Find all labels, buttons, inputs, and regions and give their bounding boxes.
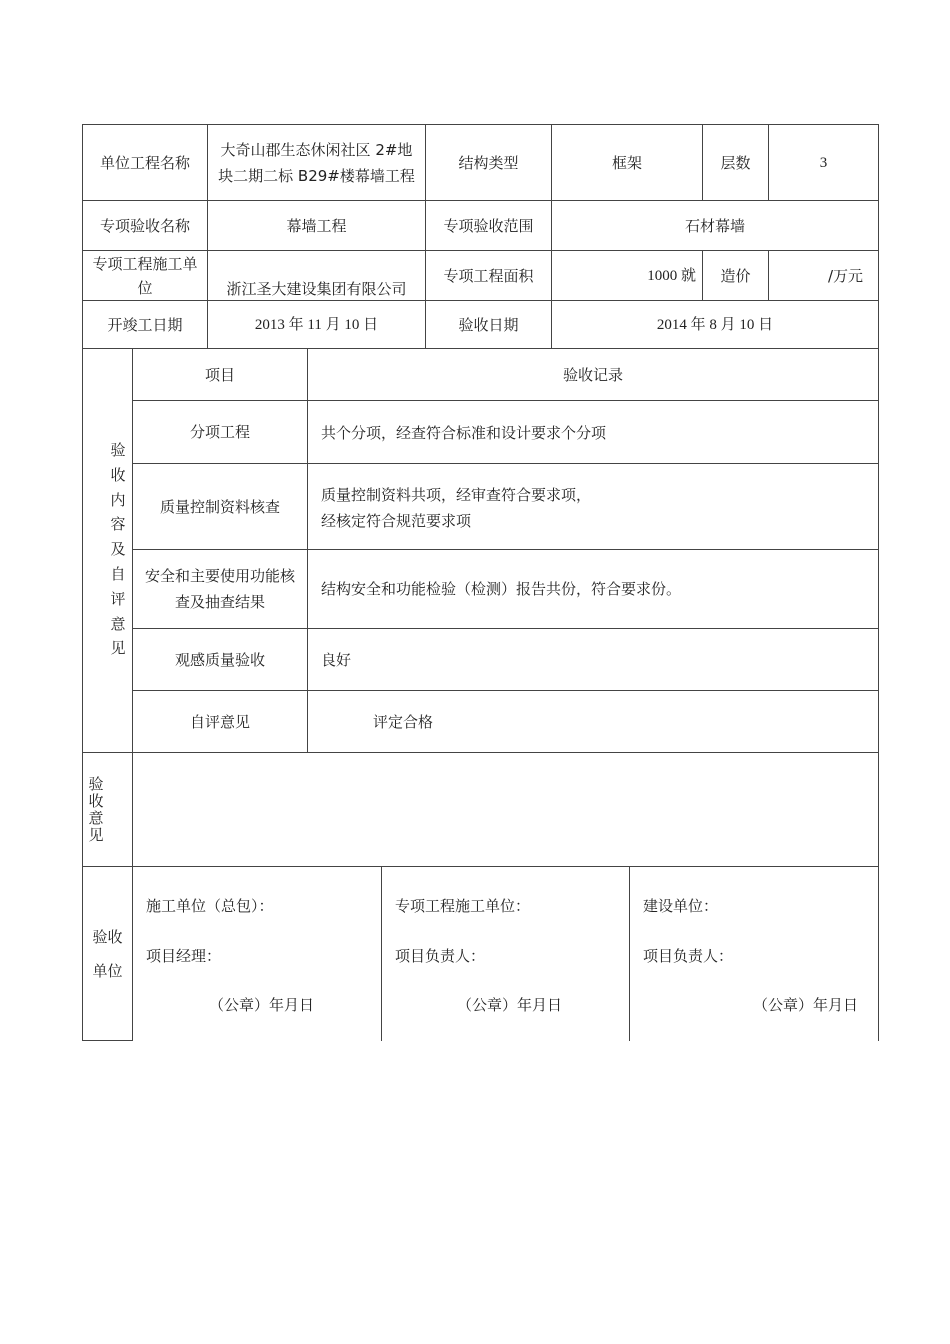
contractor-label-line1: 专项工程施工单: [92, 254, 198, 273]
unit-project-value: [208, 125, 425, 200]
special-scope-label: 专项验收范围: [443, 216, 534, 235]
acceptance-date-value: 2014 年 8 月 10 日: [656, 316, 774, 333]
special-name-value: 幕墙工程: [286, 216, 347, 235]
unit-col-seal: （公章）年月日: [753, 996, 859, 1014]
side-char: 验: [110, 441, 126, 459]
table-row-item-line1: 安全和主要使用功能核: [144, 567, 295, 585]
unit-col-person: 项目经理：: [146, 947, 222, 965]
acceptance-date-label: 验收日期: [458, 315, 519, 334]
floors-label: 层数: [720, 153, 751, 172]
unit-project-label: 单位工程名称: [99, 153, 190, 172]
unit-project-value-line2: 块二期二标 B29#楼幕墙工程: [218, 166, 415, 185]
unit-col-title: 建设单位：: [643, 897, 719, 915]
table-row-record: [321, 482, 871, 534]
opinion-side-label: [86, 776, 106, 844]
table-row-item-line2: 查及抽查结果: [174, 593, 265, 611]
table-row-item: [133, 550, 307, 628]
contractor-value: 浙江圣大建设集团有限公司: [226, 280, 407, 298]
unit-col-title: 专项工程施工单位：: [395, 897, 531, 915]
units-side-label-line1: 验收: [92, 927, 123, 946]
side-char: 容: [110, 515, 126, 534]
unit-col-person: 项目负责人：: [643, 947, 734, 965]
start-end-date-value: 2013 年 11 月 10 日: [254, 316, 379, 333]
side-char: 及: [110, 540, 126, 559]
unit-col-seal: （公章）年月日: [209, 996, 315, 1014]
table-row-record: 评定合格: [373, 713, 434, 731]
side-char: 见: [110, 639, 126, 658]
unit-project-value-line1: 大奇山郡生态休闲社区 2#地: [220, 140, 413, 159]
side-char: 内: [110, 490, 126, 509]
contractor-label: [83, 251, 207, 300]
area-value: 1000 就: [647, 267, 696, 284]
content-side-label: [108, 438, 128, 661]
units-side-label-line2: 单位: [92, 961, 123, 980]
side-char: 收: [88, 792, 104, 810]
table-row-item: 质量控制资料核查: [159, 497, 280, 516]
cost-label: 造价: [720, 266, 751, 285]
table-row-record-line2: 经核定符合规范要求项: [321, 512, 472, 530]
table-row-item: 观感质量验收: [174, 650, 265, 669]
side-char: 评: [110, 589, 126, 608]
special-scope-value: 石材幕墙: [684, 216, 745, 235]
start-end-date-label: 开竣工日期: [107, 315, 183, 334]
unit-col-person: 项目负责人：: [395, 947, 486, 965]
side-char: 见: [88, 826, 104, 844]
table-row-record: 共个分项，经查符合标准和设计要求个分项: [321, 424, 607, 442]
units-side-label: [83, 867, 132, 1040]
side-char: 意: [110, 614, 126, 633]
unit-col-seal: （公章）年月日: [457, 996, 563, 1014]
floors-value: 3: [819, 154, 828, 171]
table-row-item: 自评意见: [189, 712, 250, 731]
table-row-record: 结构安全和功能检验（检测）报告共份，符合要求份。: [321, 580, 682, 598]
structure-type-label: 结构类型: [458, 153, 519, 172]
side-char: 收: [110, 465, 126, 484]
special-name-label: 专项验收名称: [99, 216, 190, 235]
side-char: 验: [88, 775, 104, 793]
unit-col-title: 施工单位（总包）：: [146, 897, 274, 915]
structure-type-value: 框架: [611, 153, 642, 172]
table-row-record: 良好: [321, 651, 352, 669]
col-header-record: 验收记录: [562, 365, 623, 384]
contractor-label-line2: 位: [137, 278, 153, 297]
table-row-record-line1: 质量控制资料共项，经审查符合要求项，: [321, 486, 592, 504]
area-label: 专项工程面积: [443, 266, 534, 285]
side-char: 自: [110, 564, 126, 583]
col-header-item: 项目: [204, 365, 235, 384]
table-row-item: 分项工程: [189, 423, 250, 441]
side-char: 意: [88, 809, 104, 827]
cost-value: /万元: [827, 266, 863, 285]
